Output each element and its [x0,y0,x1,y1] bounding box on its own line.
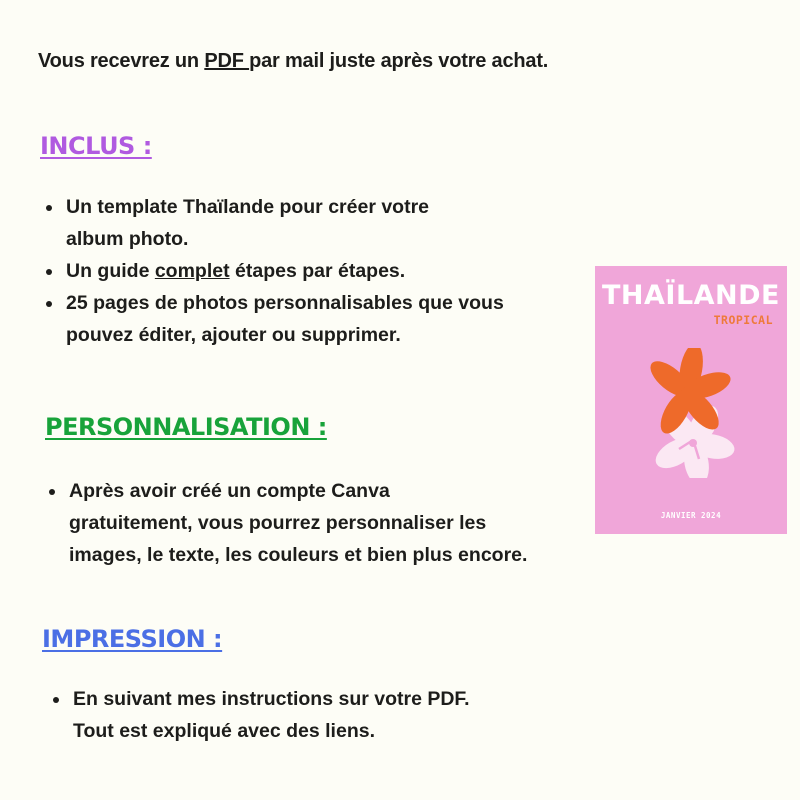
pdf-link[interactable]: PDF [204,50,250,72]
list-item [40,287,560,351]
item-line: Un template Thaïlande pour créer votre [66,196,430,218]
poster-date: JANVIER 2024 [660,511,722,520]
poster-preview [595,266,787,534]
item-text: étapes par étapes. [229,260,406,282]
item-line: album photo. [66,228,189,250]
complet-underlined: complet [154,260,230,282]
impression-list [47,683,567,747]
item-line: images, le texte, les couleurs et bien plus encore. [69,544,528,566]
item-line: Après avoir créé un compte Canva [69,480,390,502]
list-item [47,683,567,747]
personnalisation-heading: PERSONNALISATION : [45,413,327,441]
inclus-heading: INCLUS : [40,132,152,160]
flower-illustration [635,348,745,478]
list-item [40,255,560,287]
list-item [40,191,560,255]
item-line: gratuitement, vous pourrez personnaliser les [69,512,487,534]
intro-before: Vous recevrez un [38,50,205,72]
intro-after: par mail juste après votre achat. [249,50,549,72]
impression-heading: IMPRESSION : [42,625,223,653]
item-line: Tout est expliqué avec des liens. [73,720,375,742]
inclus-list [40,191,560,351]
poster-title: THAÏLANDE [601,280,780,311]
list-item [43,475,583,571]
intro-text [38,50,548,73]
poster-subtitle: TROPICAL [713,313,773,327]
item-line: pouvez éditer, ajouter ou supprimer. [66,324,401,346]
personnalisation-list [43,475,583,571]
item-line: En suivant mes instructions sur votre PDF. [73,688,470,710]
item-text: Un guide [66,260,155,282]
item-line: 25 pages de photos personnalisables que vous [66,292,504,314]
